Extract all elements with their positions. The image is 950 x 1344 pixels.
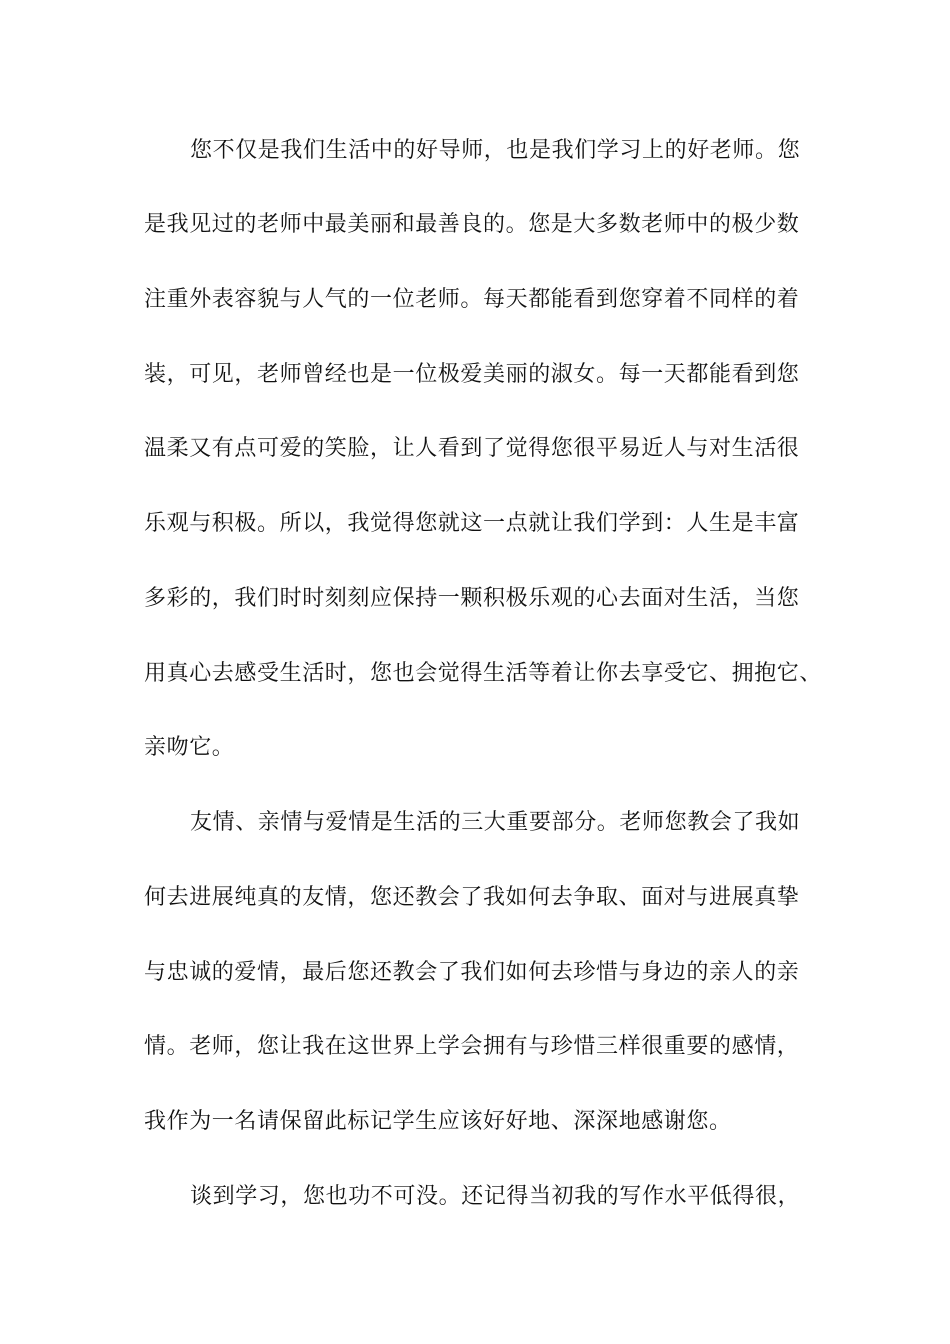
paragraph-1-line-1: 您不仅是我们生活中的好导师，也是我们学习上的好老师。您	[190, 138, 801, 163]
paragraph-3-line-1: 谈到学习，您也功不可没。还记得当初我的写作水平低得很，	[190, 1184, 801, 1209]
paragraph-1-line-7: 多彩的，我们时时刻刻应保持一颗积极乐观的心去面对生活，当您	[144, 586, 800, 611]
paragraph-2-line-2: 何去进展纯真的友情，您还教会了我如何去争取、面对与进展真挚	[144, 885, 800, 910]
paragraph-1-line-9: 亲吻它。	[144, 735, 235, 760]
paragraph-2-line-1: 友情、亲情与爱情是生活的三大重要部分。老师您教会了我如	[190, 810, 801, 835]
paragraph-1-line-6: 乐观与积极。所以，我觉得您就这一点就让我们学到：人生是丰富	[144, 511, 800, 536]
paragraph-1-line-2: 是我见过的老师中最美丽和最善良的。您是大多数老师中的极少数	[144, 212, 800, 237]
paragraph-2-line-5: 我作为一名请保留此标记学生应该好好地、深深地感谢您。	[144, 1109, 732, 1134]
paragraph-1-line-8: 用真心去感受生活时，您也会觉得生活等着让你去享受它、拥抱它、	[144, 661, 823, 686]
paragraph-1-line-3: 注重外表容貌与人气的一位老师。每天都能看到您穿着不同样的着	[144, 287, 800, 312]
paragraph-2-line-3: 与忠诚的爱情，最后您还教会了我们如何去珍惜与身边的亲人的亲	[144, 960, 800, 985]
paragraph-2-line-4: 情。老师，您让我在这世界上学会拥有与珍惜三样很重要的感情，	[144, 1034, 800, 1059]
paragraph-1-line-4: 装，可见，老师曾经也是一位极爱美丽的淑女。每一天都能看到您	[144, 362, 800, 387]
paragraph-1-line-5: 温柔又有点可爱的笑脸，让人看到了觉得您很平易近人与对生活很	[144, 436, 800, 461]
